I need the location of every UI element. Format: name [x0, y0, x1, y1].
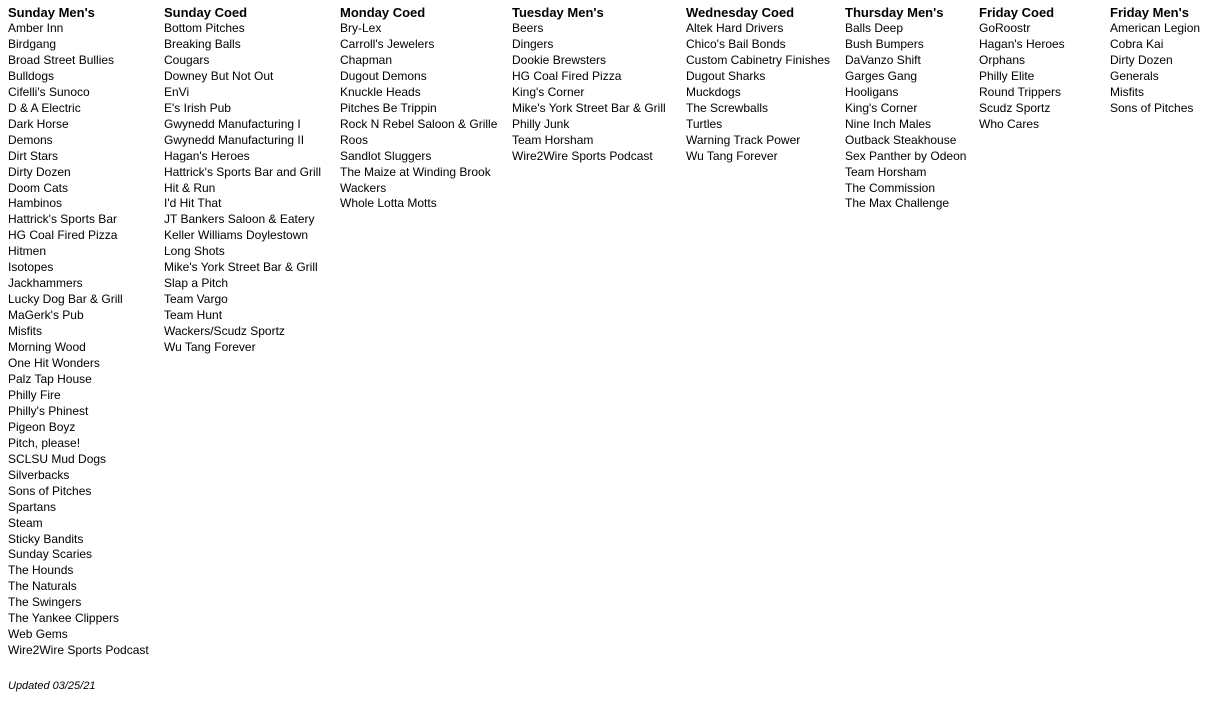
- team-name: Gwynedd Manufacturing I: [164, 116, 301, 131]
- team-name: The Hounds: [8, 563, 74, 578]
- team-name: The Naturals: [8, 579, 77, 594]
- team-name: Wackers/Scudz Sportz: [164, 324, 285, 339]
- team-name: Misfits: [1110, 84, 1144, 99]
- team-name: Mike's York Street Bar & Grill: [512, 100, 666, 115]
- team-name: Sticky Bandits: [8, 531, 84, 546]
- team-name: Steam: [8, 515, 43, 530]
- league-title: Friday Coed: [979, 5, 1055, 20]
- team-name: Bottom Pitches: [164, 21, 245, 35]
- league-column: [845, 5, 979, 212]
- team-name: Carroll's Jewelers: [340, 36, 435, 51]
- team-name: Team Hunt: [164, 308, 223, 323]
- league-title: Sunday Men's: [8, 5, 95, 20]
- league-column: [8, 5, 164, 659]
- team-name: Hit & Run: [164, 180, 216, 195]
- team-name: Misfits: [8, 324, 42, 339]
- team-name: Palz Tap House: [8, 371, 92, 386]
- team-name: Dirt Stars: [8, 148, 59, 163]
- league-title: Monday Coed: [340, 5, 426, 20]
- team-name: Who Cares: [979, 116, 1040, 131]
- team-name: Custom Cabinetry Finishes: [686, 52, 831, 67]
- team-name: Roos: [340, 132, 369, 147]
- team-name: Demons: [8, 132, 53, 147]
- team-name: Hagan's Heroes: [164, 148, 250, 163]
- league-title: Friday Men's: [1110, 5, 1189, 20]
- team-name: Balls Deep: [845, 21, 904, 35]
- team-name: Bush Bumpers: [845, 36, 924, 51]
- team-name: Hitmen: [8, 244, 47, 259]
- updated-date: Updated 03/25/21: [8, 680, 96, 692]
- team-name: Whole Lotta Motts: [340, 196, 437, 211]
- team-name: GoRoostr: [979, 21, 1031, 35]
- team-name: Sons of Pitches: [1110, 100, 1194, 115]
- team-name: Keller Williams Doylestown: [164, 228, 309, 243]
- team-name: JT Bankers Saloon & Eatery: [164, 212, 315, 227]
- team-name: Sandlot Sluggers: [340, 148, 432, 163]
- team-name: Dirty Dozen: [1110, 52, 1173, 67]
- team-name: Team Horsham: [512, 132, 594, 147]
- team-name: DaVanzo Shift: [845, 52, 921, 67]
- team-name: Silverbacks: [8, 467, 70, 482]
- team-name: King's Corner: [512, 84, 585, 99]
- team-name: Amber Inn: [8, 21, 64, 35]
- team-name: One Hit Wonders: [8, 356, 100, 371]
- team-name: Wire2Wire Sports Podcast: [512, 148, 653, 163]
- team-name: Team Horsham: [845, 164, 927, 179]
- league-title: Wednesday Coed: [686, 5, 795, 20]
- league-column: [340, 5, 512, 212]
- team-name: Team Vargo: [164, 292, 228, 307]
- league-column: [686, 5, 845, 165]
- team-name: Warning Track Power: [686, 132, 801, 147]
- team-name: Generals: [1110, 68, 1159, 83]
- team-name: Knuckle Heads: [340, 84, 421, 99]
- team-name: Wire2Wire Sports Podcast: [8, 643, 149, 658]
- team-name: Nine Inch Males: [845, 116, 932, 131]
- team-name: Sex Panther by Odeon: [845, 148, 967, 163]
- team-name: The Swingers: [8, 595, 82, 610]
- team-name: Morning Wood: [8, 340, 86, 355]
- league-title: Tuesday Men's: [512, 5, 604, 20]
- team-name: The Max Challenge: [845, 196, 950, 211]
- team-name: MaGerk's Pub: [8, 308, 84, 323]
- team-name: HG Coal Fired Pizza: [8, 228, 118, 243]
- team-name: Pitches Be Trippin: [340, 100, 437, 115]
- team-name: Round Trippers: [979, 84, 1062, 99]
- team-name: Slap a Pitch: [164, 276, 229, 291]
- league-columns: [8, 5, 1210, 659]
- team-name: Hattrick's Sports Bar: [8, 212, 117, 227]
- league-column: [1110, 5, 1210, 117]
- team-name: Breaking Balls: [164, 36, 241, 51]
- team-name: Broad Street Bullies: [8, 52, 115, 67]
- team-name: Cougars: [164, 52, 210, 67]
- league-title: Thursday Men's: [845, 5, 944, 20]
- team-name: Philly Elite: [979, 68, 1035, 83]
- team-name: Altek Hard Drivers: [686, 21, 784, 35]
- team-name: Outback Steakhouse: [845, 132, 957, 147]
- team-name: Philly Junk: [512, 116, 570, 131]
- team-name: Sons of Pitches: [8, 483, 92, 498]
- team-name: Wackers: [340, 180, 387, 195]
- team-name: I'd Hit That: [164, 196, 222, 211]
- team-name: Dark Horse: [8, 116, 69, 131]
- team-name: Jackhammers: [8, 276, 83, 291]
- team-name: Hattrick's Sports Bar and Grill: [164, 164, 322, 179]
- team-name: Gwynedd Manufacturing II: [164, 132, 305, 147]
- team-name: The Maize at Winding Brook: [340, 164, 491, 179]
- team-name: Pitch, please!: [8, 435, 81, 450]
- team-name: Dugout Demons: [340, 68, 427, 83]
- team-name: American Legion: [1110, 21, 1201, 35]
- team-name: Downey But Not Out: [164, 68, 274, 83]
- league-column: [164, 5, 340, 356]
- team-name: Orphans: [979, 52, 1026, 67]
- team-name: Scudz Sportz: [979, 100, 1051, 115]
- team-name: King's Corner: [845, 100, 918, 115]
- team-name: E's Irish Pub: [164, 100, 231, 115]
- team-name: Isotopes: [8, 260, 54, 275]
- team-name: Turtles: [686, 116, 723, 131]
- team-name: Chapman: [340, 52, 393, 67]
- team-name: SCLSU Mud Dogs: [8, 451, 107, 466]
- team-name: HG Coal Fired Pizza: [512, 68, 622, 83]
- team-name: Dookie Brewsters: [512, 52, 607, 67]
- team-name: Sunday Scaries: [8, 547, 93, 562]
- team-name: Hagan's Heroes: [979, 36, 1065, 51]
- league-title: Sunday Coed: [164, 5, 248, 20]
- team-name: Garges Gang: [845, 68, 918, 83]
- team-name: Lucky Dog Bar & Grill: [8, 292, 123, 307]
- league-column: [979, 5, 1110, 133]
- team-name: Dingers: [512, 36, 554, 51]
- team-name: Muckdogs: [686, 84, 741, 99]
- team-name: EnVi: [164, 84, 190, 99]
- team-name: The Commission: [845, 180, 936, 195]
- team-name: Mike's York Street Bar & Grill: [164, 260, 318, 275]
- team-name: D & A Electric: [8, 100, 81, 115]
- team-name: Bulldogs: [8, 68, 55, 83]
- team-name: Wu Tang Forever: [686, 148, 778, 163]
- team-name: Dugout Sharks: [686, 68, 766, 83]
- team-name: Pigeon Boyz: [8, 419, 76, 434]
- league-column: [512, 5, 686, 165]
- team-name: Chico's Bail Bonds: [686, 36, 786, 51]
- team-name: Dirty Dozen: [8, 164, 71, 179]
- team-name: Rock N Rebel Saloon & Grille: [340, 116, 498, 131]
- team-name: Web Gems: [8, 627, 68, 642]
- team-name: Bry-Lex: [340, 21, 382, 35]
- team-name: The Yankee Clippers: [8, 611, 119, 626]
- team-name: Wu Tang Forever: [164, 340, 256, 355]
- team-name: Philly's Phinest: [8, 403, 89, 418]
- team-name: Philly Fire: [8, 387, 61, 402]
- team-name: Doom Cats: [8, 180, 69, 195]
- team-name: Hooligans: [845, 84, 899, 99]
- team-name: Cobra Kai: [1110, 36, 1164, 51]
- team-name: Long Shots: [164, 244, 225, 259]
- team-name: Spartans: [8, 499, 57, 514]
- team-name: The Screwballs: [686, 100, 769, 115]
- team-name: Cifelli's Sunoco: [8, 84, 90, 99]
- team-name: Beers: [512, 21, 544, 35]
- team-name: Hambinos: [8, 196, 63, 211]
- team-name: Birdgang: [8, 36, 57, 51]
